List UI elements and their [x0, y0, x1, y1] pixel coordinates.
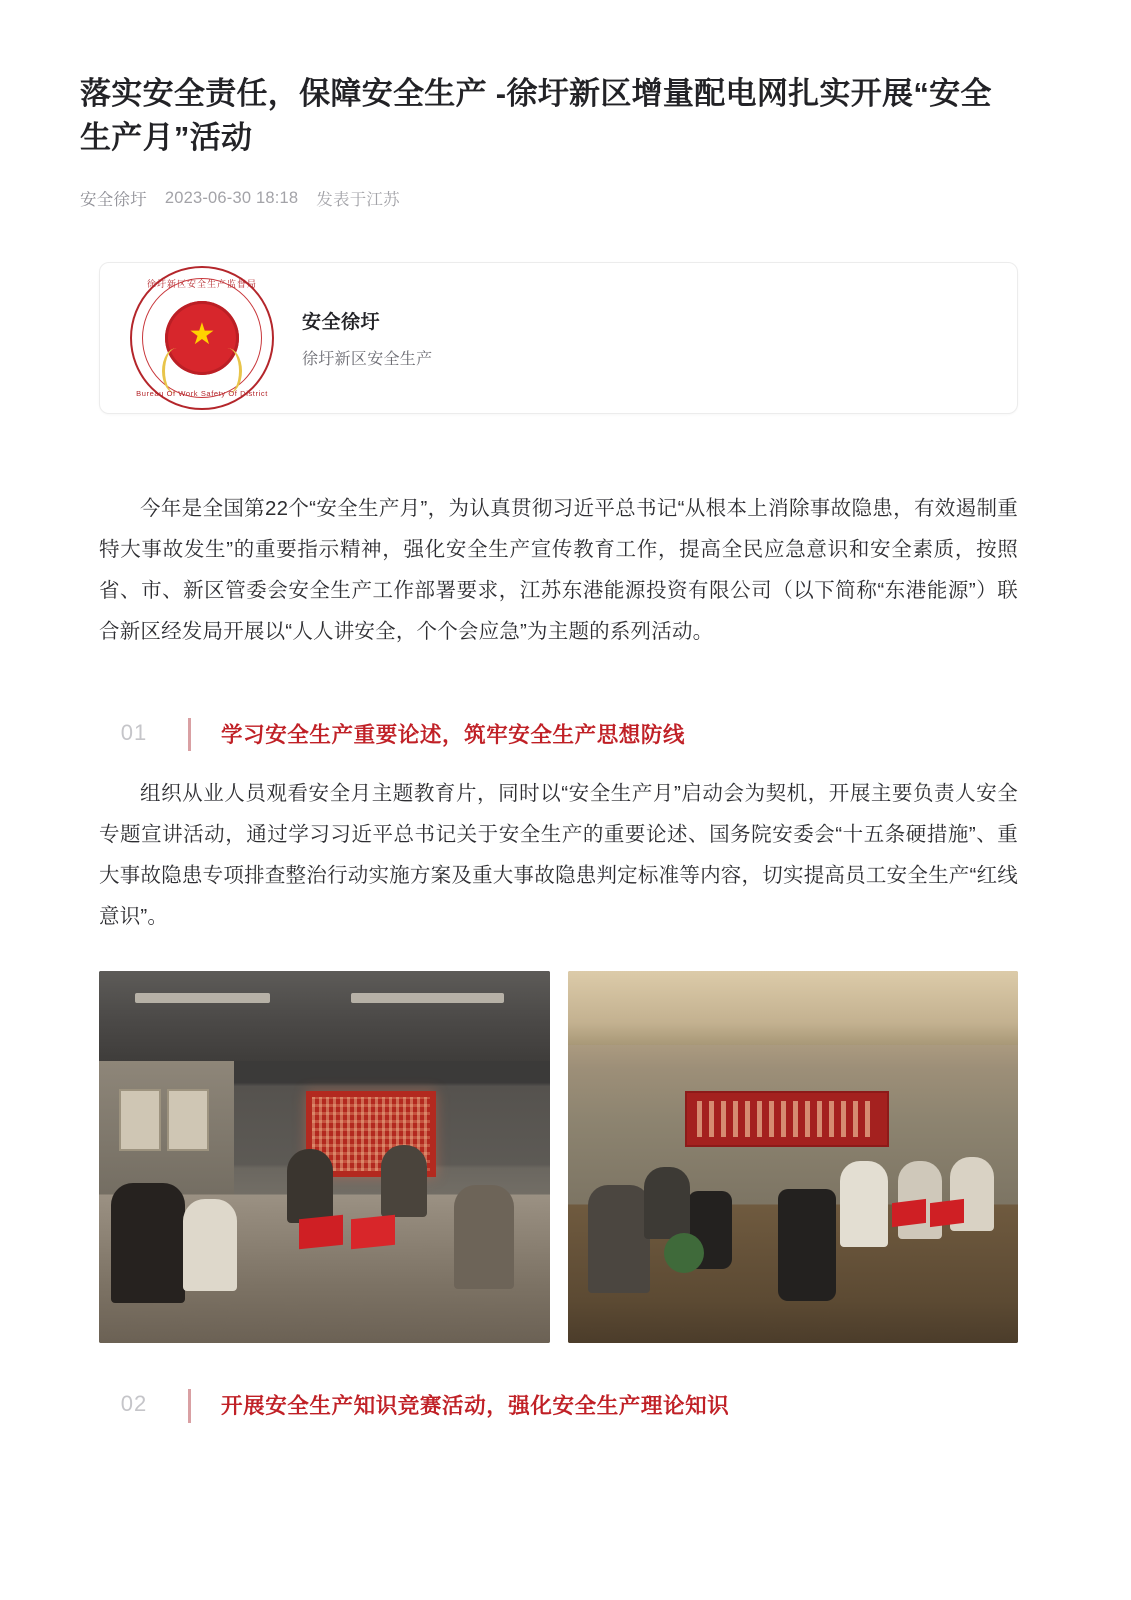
intro-paragraph: 今年是全国第22个“安全生产月”，为认真贯彻习近平总书记“从根本上消除事故隐患，有效遏制重特大事故发生”的重要指示精神，强化安全生产宣传教育工作，提高全民应急意识和安全素质，按照省、市、新区管委会安全生产工作部署要求，江苏东港能源投资有限公司（以下简称“东港能源”）联合新区经发局开展以“人人讲安全，个个会应急”为主题的系列活动。	[99, 497, 1018, 644]
photo2-chair-1	[778, 1189, 836, 1301]
section-01-rule	[188, 718, 191, 751]
official-seal-icon	[130, 266, 274, 410]
photo1-flag-party	[299, 1215, 343, 1250]
wheat-left-icon	[162, 348, 191, 394]
section-02-rule	[188, 1389, 191, 1422]
meta-location: 发表于江苏	[316, 191, 400, 210]
photo2-ceiling	[568, 971, 1019, 1045]
section-02-title: 开展安全生产知识竞赛活动，强化安全生产理论知识	[221, 1394, 730, 1419]
account-avatar	[128, 264, 276, 412]
account-name: 安全徐圩	[302, 312, 381, 334]
photo2-stage-banner	[685, 1091, 889, 1147]
photo2-person-2	[644, 1167, 690, 1239]
section-01	[80, 718, 1035, 1343]
photo2-flag-2	[930, 1199, 964, 1227]
seal-top-text: 徐圩新区安全生产监督局	[146, 279, 257, 290]
photo1-ceiling-light-left	[135, 993, 270, 1003]
photo1-flag-national	[351, 1215, 395, 1250]
seal-bottom-text: Bureau Of Work Safety Of District	[136, 389, 268, 399]
photo2-flag-1	[892, 1199, 926, 1227]
intro-block	[80, 488, 1035, 652]
meta-datetime: 2023-06-30 18:18	[164, 188, 299, 207]
photo-meeting-room[interactable]	[99, 971, 550, 1343]
photo1-ceiling	[99, 971, 550, 1061]
section-01-body	[80, 773, 1035, 937]
star-icon: ★	[188, 318, 216, 352]
account-info	[302, 307, 432, 369]
section-01-title: 学习安全生产重要论述，筑牢安全生产思想防线	[221, 723, 686, 748]
photo1-person-5	[454, 1185, 514, 1289]
page-title: 落实安全责任，保障安全生产 -徐圩新区增量配电网扎实开展“安全生产月”活动	[80, 76, 992, 156]
meta-author[interactable]: 安全徐圩	[80, 191, 147, 210]
section-01-number: 01	[120, 720, 148, 746]
section-01-paragraph: 组织从业人员观看安全月主题教育片，同时以“安全生产月”启动会为契机，开展主要负责人安全专题宣讲活动，通过学习习近平总书记关于安全生产的重要论述、国务院安委会“十五条硬措施”、重大事故隐患专项排查整治行动实施方案及重大事故隐患判定标准等内容，切实提高员工安全生产“红线意识”。	[99, 782, 1018, 929]
section-02-head	[80, 1389, 1035, 1422]
section-02	[80, 1389, 1035, 1482]
photo1-person-4	[381, 1145, 427, 1217]
photo2-plant	[664, 1233, 704, 1273]
article-meta	[80, 186, 1035, 210]
section-01-photos	[99, 971, 1018, 1343]
account-card[interactable]	[99, 262, 1018, 414]
section-02-number: 02	[120, 1391, 148, 1417]
photo1-person-1	[111, 1183, 185, 1303]
photo2-person-3	[840, 1161, 888, 1247]
account-description: 徐圩新区安全生产	[302, 351, 433, 369]
section-01-head	[80, 718, 1035, 751]
photo1-person-3	[287, 1149, 333, 1223]
photo-conference-hall[interactable]	[568, 971, 1019, 1343]
photo1-ceiling-light-right	[351, 993, 504, 1003]
wheat-right-icon	[213, 348, 242, 394]
photo1-wall-frame-2	[167, 1089, 209, 1151]
photo2-person-1	[588, 1185, 650, 1293]
photo1-person-2	[183, 1199, 237, 1291]
photo1-wall-frame-1	[119, 1089, 161, 1151]
